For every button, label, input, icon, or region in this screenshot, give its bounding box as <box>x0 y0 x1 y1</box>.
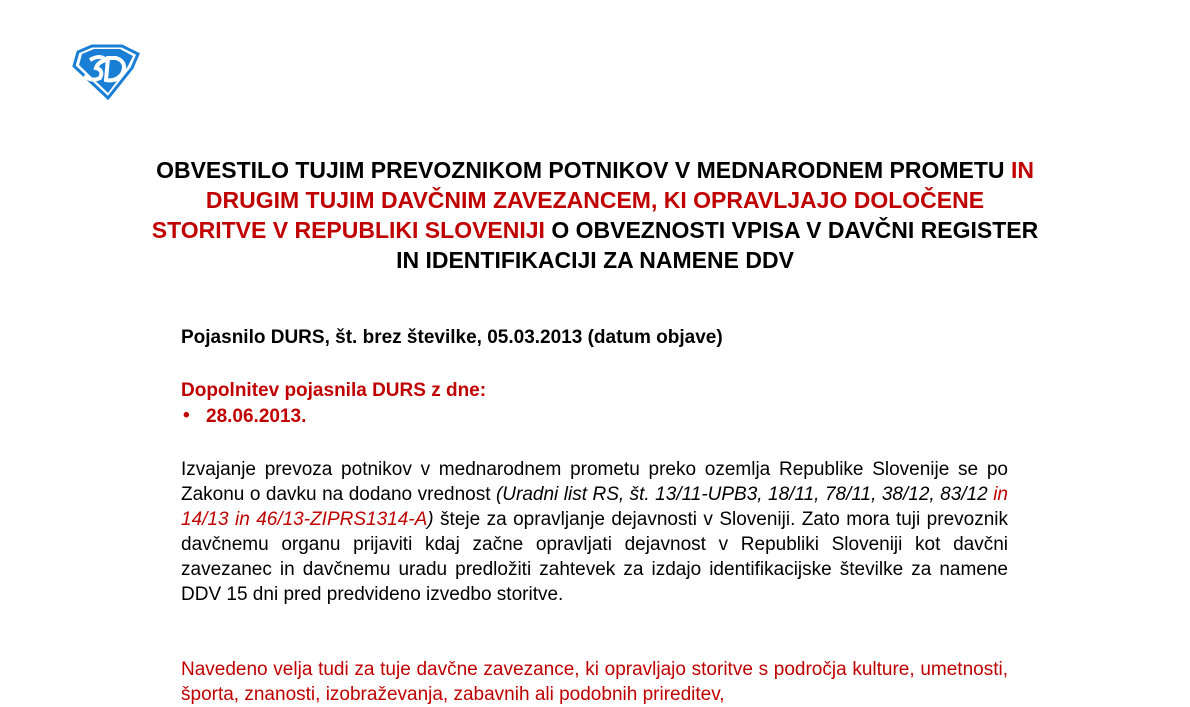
p1-citation-close: ) <box>427 509 434 530</box>
title-part-red: IN DRUGIM TUJIM DAVČNIM ZAVEZANCEM, KI OPRAVLJAJO DOLOČENE STORITVE V REPUBLIKI SLOVENIJI <box>151 157 1034 243</box>
body-paragraph-2: Navedeno velja tudi za tuje davčne zavezance, ki opravljajo storitve s področja kulture, umetnosti, športa, znanosti, izobraževanja, zabavnih ali podobnih prireditev, <box>181 659 1008 705</box>
title-part-black-1: OBVESTILO TUJIM PREVOZNIKOM POTNIKOV V MEDNARODNEM PROMETU <box>156 157 1011 183</box>
supplement-dates-list <box>181 406 306 428</box>
p1-citation-red: in 14/13 in 46/13-ZIPRS1314-A <box>181 484 1008 530</box>
supplement-heading: Dopolnitev pojasnila DURS z dne: <box>181 380 487 401</box>
logo-icon <box>70 44 142 100</box>
p1-citation: (Uradni list RS, št. 13/11-UPB3, 18/11, 78/11, 38/12, 83/12 <box>495 484 994 505</box>
reference-line: Pojasnilo DURS, št. brez številke, 05.03.2013 (datum objave) <box>181 327 723 348</box>
body-paragraph-1 <box>181 457 1008 607</box>
supplement-date-item: • 28.06.2013. <box>181 406 306 428</box>
title-part-black-2: O OBVEZNOSTI VPISA V DAVČNI REGISTER IN IDENTIFIKACIJI ZA NAMENE DDV <box>396 217 1039 273</box>
p1-text-2: šteje za opravljanje dejavnosti v Sloveniji. Zato mora tuji prevoznik davčnemu organu prijaviti kdaj začne opravljati dejavnost v Republiki Sloveniji kot davčni zavezanec in davčnemu uradu predložiti zahtevek za izdajo identifikacijske številke za namene DDV 15 dni pred predvideno izvedbo storitve. <box>181 509 1008 605</box>
document-title <box>150 155 1040 275</box>
p1-text-1: Izvajanje prevoza potnikov v mednarodnem prometu preko ozemlja Republike Slovenije se po Zakonu o davku na dodano vrednost <box>181 459 1008 505</box>
